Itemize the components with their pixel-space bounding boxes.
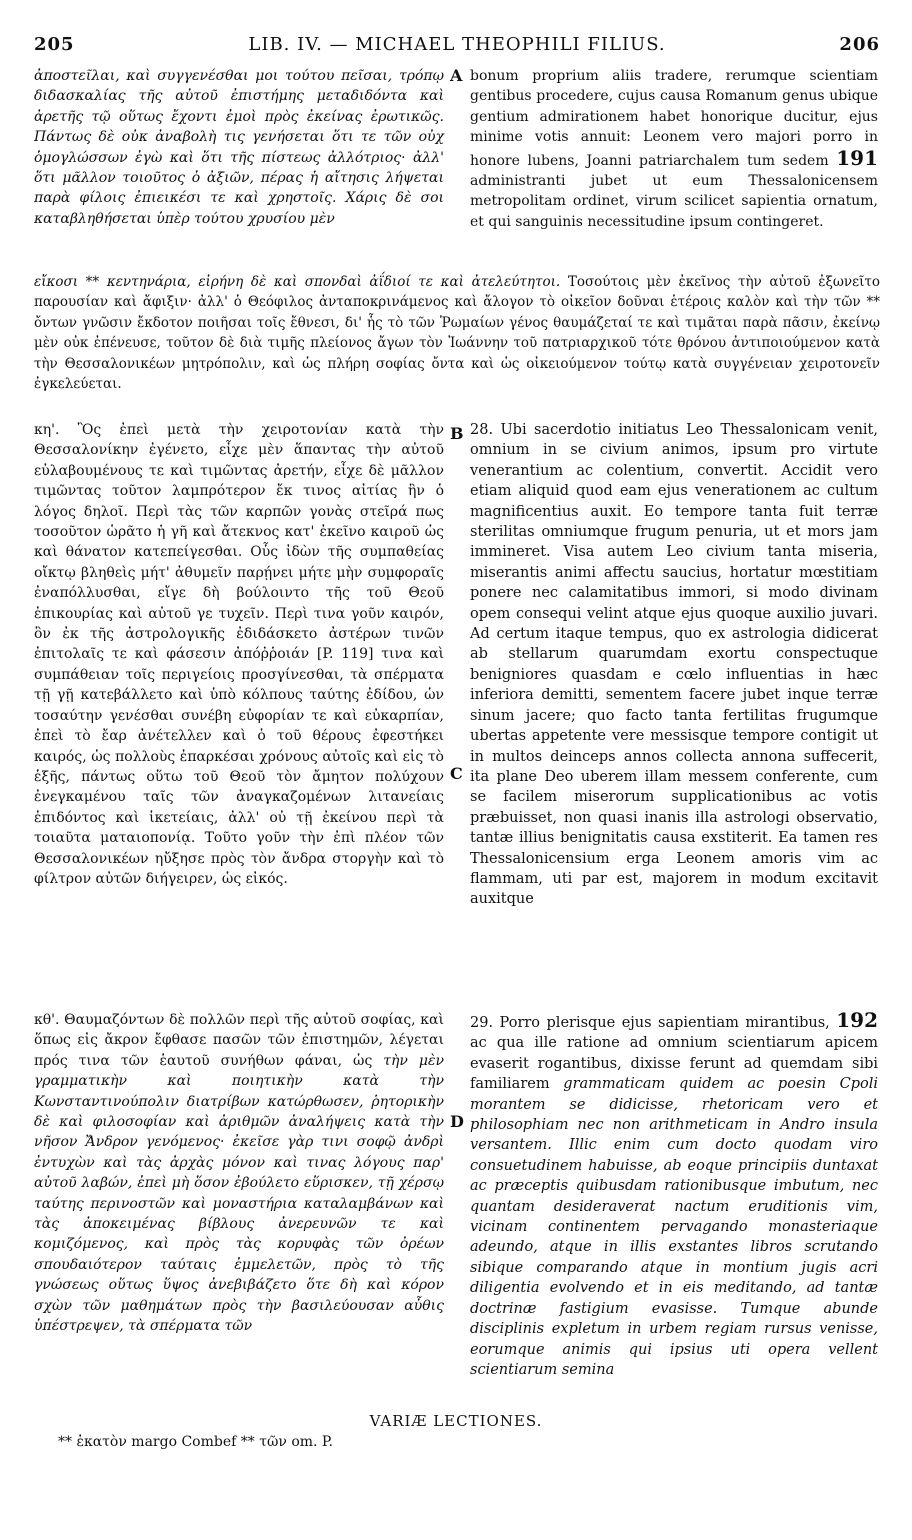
greek-band-italic: εἴκοσι ** κεντηνάρια, εἰρήνη δὲ καὶ σπονδαὶ ἀΐδιοί τε καὶ ἀτελεύτητοι. [34,274,561,290]
margin-letter-b: B [450,424,464,443]
latin-column-top [470,66,878,232]
right-page-number: 206 [839,34,880,55]
greek-section-29-b: τὴν μὲν γραμματικὴν καὶ ποιητικὴν κατὰ τὴν Κωνσταντινούπολιν διατρίβων κατώρθωσεν, ῥητορικὴν δὲ καὶ φιλοσοφίαν καὶ ἀριθμῶν ἀναλήψεις κατὰ τὴν νῆσον Ἄνδρον γενόμενος· ἐκεῖσε γὰρ τινι σοφῷ ἀνδρὶ ἐντυχὼν καὶ τὰς ἀρχὰς μόνον καὶ τινας λόγους παρ' αὐτοῦ λαβών, ἐπεὶ μὴ ὅσον ἐβούλετο εὕρισκεν, τῇ χέρσῳ ταύτης περινοστῶν καὶ μοναστήρια καταλαμβάνων καὶ τὰς ἀποκειμένας βίβλους ἀνερευνῶν τε καὶ κομιζόμενος, καὶ πρὸς τὰς κορυφὰς τῶν ὀρέων σπουδαιότερον ταύταις ἐμμελετῶν, πρὸς τὸ τῆς γνώσεως οὕτως ὕψος ἀνεβιβάζετο ὅτε δὴ καὶ κόρον σχὼν τῶν μαθημάτων πρὸς τὴν βασιλεύουσαν αὖθις ὑπέστρεψεν, τὰ σπέρματα τῶν [34,1052,444,1335]
latin-section-28-text: 28. Ubi sacerdotio initiatus Leo Thessalonicam venit, omnium in se civium animos, ipsum pro virtute venerantium ac colentium, convertit. Accidit vero etiam aliquid quod eam ejus venerationem ac cultum magnificentius auxit. Eo tempore tanta fuit terræ sterilitas omniumque frugum penuria, ut et mors jam immineret. Visa autem Leo civium tanta miseria, miserantis animi affectu saucius, hortatur mœstitiam ponere nec calamitatibus immori, si modo divinam opem consequi velint atque ejus quoque auxilio juvari. Ad certum itaque tempus, quo ex astrologia didicerat ab stellarum quarumdam exortu conspectuque benigniores quasdam e cœlo influentias in hæc inferiora demitti, sementem facere jubet inque terræ sinum jacere; quo facto tanta fertilitas frugumque ubertas appetente vere messisque tempore contigit ut in multos deinceps annos collecta annona suffecerit, ita plane Deo uberem illam messem conferente, cum se facilem miserorum supplicationibus ac votis præbuisset, non quasi inanis illa astrologi observatio, tantæ illius benignitatis causa exstiterit. Ea tamen res Thessalonicensium erga Leonem amoris vim ac flammam, uti par est, majorem in modum excitavit auxitque [470,422,878,908]
greek-column-top [34,66,444,229]
greek-band-rest: Τοσούτοις μὲν ἐκεῖνος τὴν αὐτοῦ ἐξωνεῖτο παρουσίαν καὶ ἄφιξιν· ἀλλ' ὁ Θεόφιλος ἀνταποκρινάμενος καὶ ἄλογον τὸ οἰκεῖον δοῦναι ἑτέροις καλὸν καὶ τὴν τῶν ** ὄντων γνῶσιν ἔκδοτον ποιῆσαι τοῖς ἔθνεσι, δι' ἧς τὸ τῶν Ῥωμαίων γένος θαυμάζεταί τε καὶ τιμᾶται παρὰ πᾶσιν, ἐκείνῳ μὲν οὐκ ἐπένευσε, τοῦτον δὲ διὰ τιμῆς πλείονος ἄγων τὸν Ἰωάννην τοῦ πατριαρχικοῦ τότε θρόνου ἀντιποιούμενον κατὰ τὴν Θεσσαλονικέων μητρόπολιν, καὶ ὡς πλήρη σοφίας ὄντα καὶ ὡς οἰκειούμενον τούτῳ κατὰ συγγένειαν χειροτονεῖν ἐγκελεύεται. [34,274,880,393]
latin-section-29-text [470,1010,878,1380]
greek-band-text [34,272,880,394]
greek-section-29-text [34,1010,444,1337]
variae-lectiones-heading: VARIÆ LECTIONES. [369,1412,543,1430]
greek-section-29-a: κθ'. Θαυμαζόντων δὲ πολλῶν περὶ τῆς αὐτοῦ σοφίας, καὶ ὅπως εἰς ἄκρον ἔφθασε πασῶν τῶν ἐπιστημῶν, λέγεται πρός τινα τῶν ἑαυτοῦ συνήθων φάναι, ὡς [34,1012,444,1069]
margin-letter-d: D [450,1112,464,1131]
margin-letter-a: A [450,66,463,85]
greek-fullwidth-band [34,272,880,394]
greek-section-28-text: κη'. Ὃς ἐπεὶ μετὰ τὴν χειροτονίαν κατὰ τὴν Θεσσαλονίκην ἐγένετο, εἶχε μὲν ἅπαντας τὴν αὐτοῦ εὐλαβουμένους τε καὶ τιμῶντας ἀρετήν, εἶχε δὲ μᾶλλον τιμῶντας τοῦτον λαμπρότερον ἔκ τινος αἰτίας ἣν ὁ λόγος δηλοῖ. Περὶ τὰς τῶν καρπῶν γονὰς στεῖρά πως τοσοῦτον ὡρᾶτο ἡ γῆ καὶ ἄτεκνος κατ' ἐκεῖνο καιροῦ ὡς καὶ θάνατον κατεπείγεσθαι. Οὗς ἰδὼν τῆς συμπαθείας οἴκτῳ βληθεὶς μήτ' ἀθυμεῖν παρῄνει μήτε μὴν συμφοραῖς ἐναπόλλυσθαι, εἴγε δὴ βούλοιντο τῆς τοῦ Θεοῦ ἐπικουρίας καὶ αὐτοῦ γε τυχεῖν. Περὶ τινα γοῦν καιρόν, ὃν ἐκ τῆς ἀστρολογικῆς ἐδιδάσκετο ἀστέρων τινῶν ἐπιτολαῖς τε καὶ φάσεσιν ἀπόῤῥοιάν [P. 119] τινα καὶ συμπάθειαν τοῖς περιγείοις προσγίνεσθαι, τὰ σπέρματα τῇ γῇ κατεβάλλετο καὶ ὑπὸ κόλπους ταύτης ἐδίδου, ὡν τοσαύτην γενέσθαι συνέβη εὐφορίαν τε καὶ εὐκαρπίαν, ἐπεὶ τὸ ἔαρ ἀνέτελλεν καὶ ὁ τοῦ θέρους ἐφεστήκει καιρός, ὡς πολλοὺς ἐπαρκέσαι χρόνους αὐτοῖς καὶ εἰς τὸ ἑξῆς, πάντως οὕτω τοῦ Θεοῦ τὸν ἄμητον πολύχουν ἐνεγκαμένου ταῖς τῶν ἀναγκαζομένων λιτανείαις ἐπιδόντος καὶ ἱκετείαις, ἀλλ' οὐ τῇ ἐκείνου περὶ τὰ τοιαῦτα ματαιοπονίᾳ. Τοῦτο γοῦν τὴν ἐπὶ πλέον τῶν Θεσσαλονικέων ηὔξησε πρὸς τὸν ἄνδρα στοργὴν καὶ τὸ φίλτρον αὐτῶν διήγειρεν, ὡς εἰκός. [34,422,444,887]
latin-section-29-a: 29. Porro plerisque ejus sapientiam mirantibus, [470,1015,830,1031]
left-page-number: 205 [34,34,75,55]
latin-text-top [470,66,878,232]
marginal-number-191: 191 [836,145,878,170]
latin-section-29-italic: grammaticam quidem ac poesin Cpoli morantem se didicisse, rhetoricam vero et philosophiam nec non arithmeticam in Andro insula versantem. Illic enim cum docto quodam viro consuetudinem habuisse, ab eoque principiis duntaxat ac præceptis quibusdam rationibusque imbutum, nec quantam desideraverat nactum eruditionis vim, vicinam continentem pervagando monasteriaque adeundo, atque in illis exstantes libros scrutando sibique comparando atque in montium jugis acri diligentia evolvendo et in eis meditando, ad tantæ doctrinæ fastigium evasisse. Tumque abunde disciplinis expletum in urbem regiam rursus venisse, eorumque animis qui ipsius uti opera vellent scientiarum semina [470,1076,879,1378]
latin-text-top-a: bonum proprium aliis tradere, rerumque scientiam gentibus procedere, cujus causa Romanum genus ubique gentium admirationem habet honorique ducitur, ejus minime votis annuit: Leonem vero majori porro in honore lubens, Joanni patriarchalem tum sedem [470,68,878,169]
greek-section-28 [34,420,444,889]
greek-text-top: ἀποστεῖλαι, καὶ συγγενέσθαι μοι τούτου πεῖσαι, τρόπῳ διδασκαλίας τῆς αὐτοῦ ἐπιστήμης μεταδιδόντα καὶ ἀρετῆς τῷ οὕτως ἔχοντι ἐμοὶ πρὸς ἐκείνας ἐρωτικῶς. Πάντως δὲ οὐκ ἀναβολὴ τις γενήσεται ὅτι τε τῶν οὐχ ὁμογλώσσων ἐγὼ καὶ ὅτι τῆς πίστεως ἀλλότριος· ἀλλ' ὅτι μᾶλλον τοιοῦτος ὁ ἀξιῶν, πέρας ἡ αἴτησις λήψεται παρὰ φίλοις ἐπιεικέσι τε καὶ χρηστοῖς. Χάρις δὲ σοι καταβληθήσεται ὑπὲρ τούτου χρυσίου μὲν [34,68,444,227]
latin-section-29-b: ac qua ille ratione ad omnium scientiarum apicem evaserit rogantibus, dixisse ferunt ad quemdam sibi familiarem [470,1035,878,1093]
page-header [34,34,880,56]
margin-letter-c: C [450,764,463,783]
latin-text-top-b: administranti jubet ut eum Thessalonicensem metropolitam ordinet, virum scilicet sapientia ornatum, et qui sanguinis necessitudine ipsum contingeret. [470,173,878,230]
latin-section-28 [470,420,878,910]
running-title: LIB. IV. — MICHAEL THEOPHILI FILIUS. [248,34,666,55]
latin-section-29 [470,1010,878,1380]
footnote: ** ἑκατὸν margo Combef ** τῶν om. P. [58,1434,333,1450]
marginal-number-192: 192 [836,1008,878,1032]
greek-section-29 [34,1010,444,1337]
